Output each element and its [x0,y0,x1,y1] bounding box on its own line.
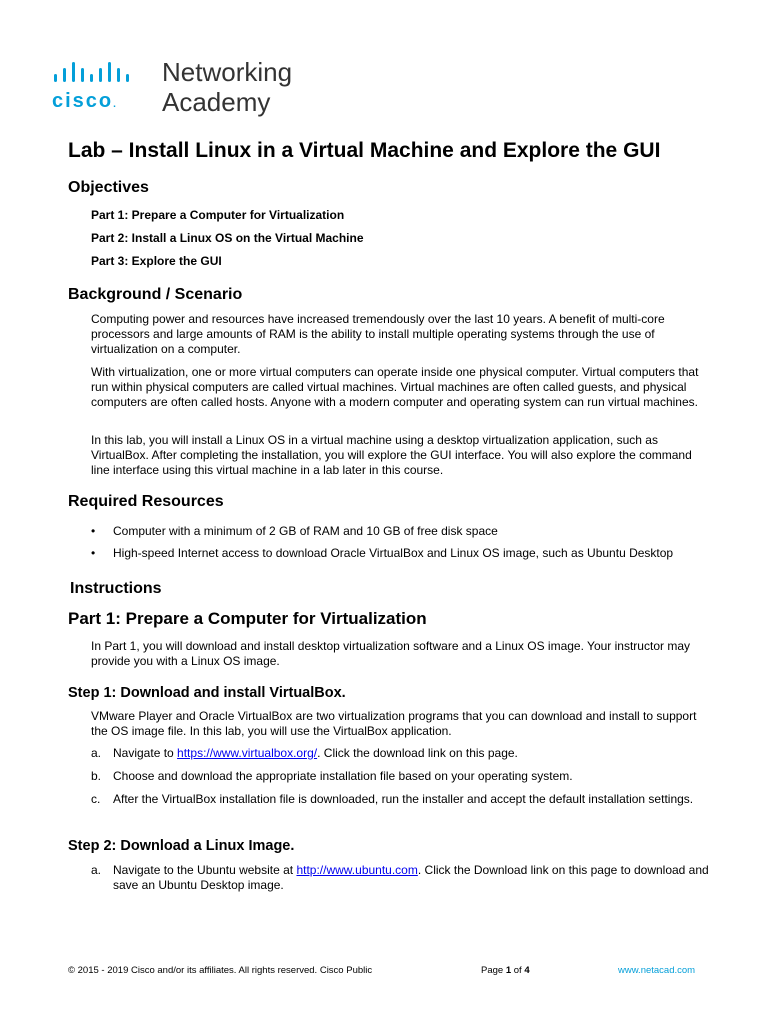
objective-item: Part 1: Prepare a Computer for Virtualization [91,208,345,222]
footer-page-number: Page 1 of 4 [481,965,530,976]
resource-text: Computer with a minimum of 2 GB of RAM and 10 GB of free disk space [113,524,498,538]
step1-item-c [91,792,711,807]
step2-item-a-post: . Click the Download link on this page to download and save an Ubuntu Desktop image. [113,863,709,893]
cisco-networking-academy-logo [52,56,312,118]
list-marker: a. [91,863,102,877]
step1-item-b-text: Choose and download the appropriate installation file based on your operating system. [113,769,573,783]
list-marker: b. [91,769,102,783]
list-marker: a. [91,746,102,760]
background-paragraph: With virtualization, one or more virtual computers can operate inside one physical computer. Virtual computers that run within physical computers are called virtual machines. Virtual machines are often called guests, and physical computers are often called hosts. Anyone with a modern computer and operating system can run virtual machines. [91,365,699,410]
cisco-bars-icon [52,62,152,88]
step1-intro: VMware Player and Oracle VirtualBox are two virtualization programs that you can download and install to support the OS image file. In this lab, you will use the VirtualBox application. [91,709,697,739]
step1-item-c-text: After the VirtualBox installation file is downloaded, run the installer and accept the default installation settings. [113,792,694,806]
virtualbox-link[interactable]: https://www.virtualbox.org/ [177,746,318,760]
objective-item: Part 2: Install a Linux OS on the Virtual Machine [91,231,364,245]
instructions-heading: Instructions [70,580,162,597]
step2-item-a [91,863,711,893]
background-paragraph: Computing power and resources have increased tremendously over the last 10 years. A benefit of multi-core processors and large amounts of RAM is the ability to install multiple operating systems through the use of virtualization on a computer. [91,312,665,357]
page-title: Lab – Install Linux in a Virtual Machine and Explore the GUI [68,139,661,162]
objective-item: Part 3: Explore the GUI [91,254,222,268]
bullet-icon: • [91,524,96,538]
step1-heading: Step 1: Download and install VirtualBox. [68,685,346,701]
logo-academy: Academy [162,87,271,117]
step1-item-a [91,746,711,761]
background-paragraph: In this lab, you will install a Linux OS in a virtual machine using a desktop virtualization application, such as VirtualBox. After completing the installation, you will explore the GUI interface. You will also explore the command line interface using this virtual machine in a lab later in this course. [91,433,692,478]
resource-item [91,524,711,539]
resources-heading: Required Resources [68,493,224,510]
list-marker: c. [91,792,101,806]
logo-networking: Networking [162,57,293,87]
resource-text: High-speed Internet access to download Oracle VirtualBox and Linux OS image, such as Ubuntu Desktop [113,546,674,560]
bullet-icon: • [91,546,96,560]
step1-item-b [91,769,711,784]
step1-item-a-post: . Click the download link on this page. [317,746,518,760]
step1-item-a-pre: Navigate to [113,746,178,760]
cisco-wordmark: cisco. [52,90,116,112]
ubuntu-link[interactable]: http://www.ubuntu.com [296,863,418,877]
step2-item-a-pre: Navigate to the Ubuntu website at [113,863,297,877]
objectives-heading: Objectives [68,179,149,196]
part1-intro: In Part 1, you will download and install desktop virtualization software and a Linux OS image. Your instructor may provide you with a Linux OS image. [91,639,690,669]
resource-item [91,546,711,561]
part1-heading: Part 1: Prepare a Computer for Virtualization [68,609,427,628]
footer-website-link[interactable]: www.netacad.com [618,965,696,976]
step2-heading: Step 2: Download a Linux Image. [68,838,295,854]
footer-copyright: © 2015 - 2019 Cisco and/or its affiliates. All rights reserved. Cisco Public [68,965,373,976]
background-heading: Background / Scenario [68,286,243,303]
